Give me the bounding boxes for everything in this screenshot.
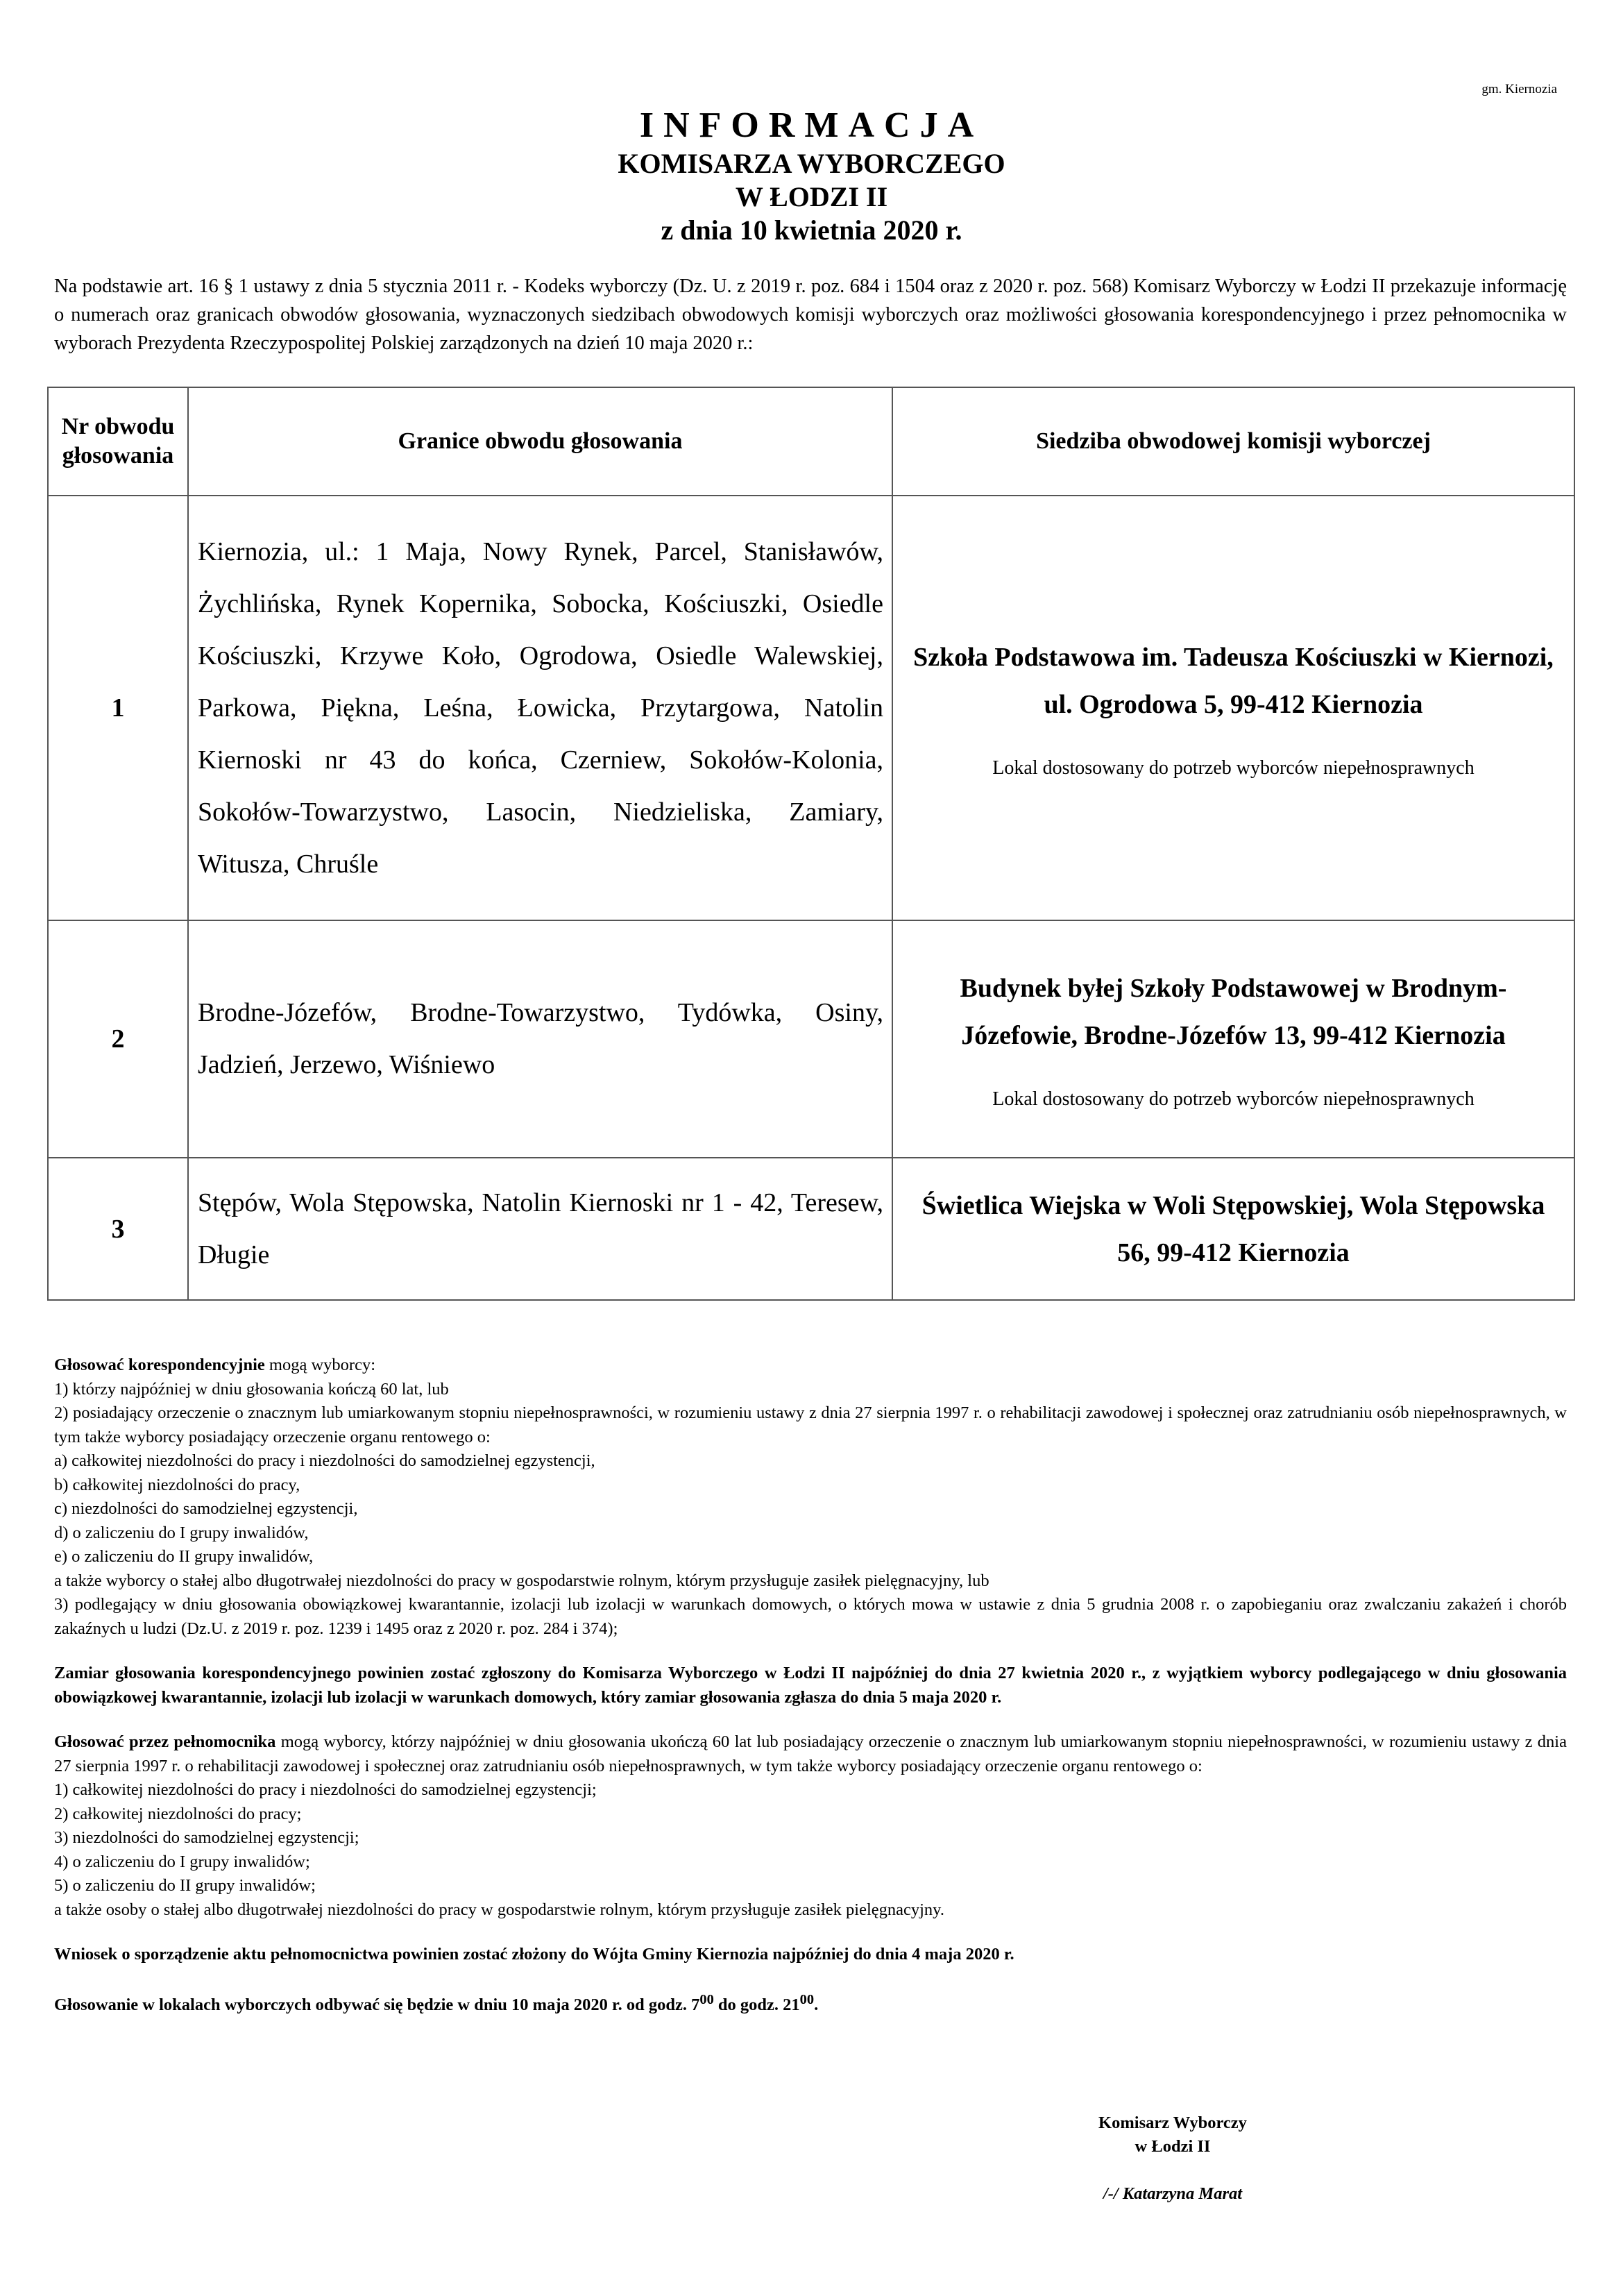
hours-end-minutes: 00: [799, 1991, 815, 2007]
commission-seat: [892, 496, 1574, 920]
proxy-deadline: [54, 1943, 1567, 1967]
voting-hours-text: Głosowanie w lokalach wyborczych odbywać się będzie w dniu 10 maja 2020 r. od godz. 7: [54, 1995, 700, 2014]
list-item: 4) o zaliczeniu do I grupy inwalidów;: [54, 1852, 310, 1871]
document-date: z dnia 10 kwietnia 2020 r.: [661, 214, 962, 246]
correspondence-intro: [54, 1353, 1567, 1378]
table-row: [48, 920, 1574, 1158]
correspondence-heading-rest: mogą wyborcy:: [264, 1356, 375, 1374]
hours-start-minutes: 00: [699, 1991, 714, 2007]
district-number: 1: [48, 496, 188, 920]
voting-hours-mid: do godz. 21: [713, 1995, 800, 2014]
district-number: 2: [48, 920, 188, 1158]
district-number: 3: [48, 1158, 188, 1300]
list-item: 1) całkowitej niezdolności do pracy i niezdolności do samodzielnej egzystencji;: [54, 1780, 597, 1799]
correspondence-heading: Głosować korespondencyjnie: [54, 1356, 265, 1374]
header-nr-line1: Nr obwodu: [61, 414, 175, 439]
issuer-line: KOMISARZA WYBORCZEGO: [618, 148, 1005, 179]
list-item: 2) całkowitej niezdolności do pracy;: [54, 1804, 302, 1823]
list-item: 2) posiadający orzeczenie o znacznym lub umiarkowanym stopniu niepełnosprawności, w rozumieniu ustawy z dnia 27 sierpnia 1997 r. o rehabilitacji zawodowej i społecznej oraz zatrudnianiu osób niepełnosprawnych, w tym także wyborcy posiadający orzeczenie organu rentowego o:: [54, 1403, 1567, 1446]
proxy-heading: Głosować przez pełnomocnika: [54, 1732, 276, 1751]
header-district-number: [48, 387, 188, 496]
signatory-location: w Łodzi II: [1135, 2137, 1211, 2156]
proxy-heading-rest: mogą wyborcy, którzy najpóźniej w dniu głosowania ukończą 60 lat lub posiadający orzeczenie o znacznym lub umiarkowanym stopniu niepełnosprawności, w rozumieniu ustawy z dnia 27 sierpnia 1997 r. o rehabilitacji zawodowej i społecznej oraz zatrudnianiu osób niepełnosprawnych, w tym także wyborcy posiadający orzeczenie organu rentowego o:: [54, 1732, 1567, 1775]
list-item: d) o zaliczeniu do I grupy inwalidów,: [54, 1523, 309, 1542]
list-item: 3) podlegający w dniu głosowania obowiązkowej kwarantannie, izolacji lub izolacji w warunkach domowych, o których mowa w ustawie z dnia 5 grudnia 2008 r. o zapobieganiu oraz zwalczaniu zakażeń i chorób zakaźnych u ludzi (Dz.U. z 2019 r. poz. 1239 i 1495 oraz z 2020 r. poz. 284 i 374);: [54, 1595, 1567, 1638]
document-header: [0, 104, 1623, 247]
voting-hours: [54, 1988, 1567, 2018]
voting-hours-end: .: [814, 1995, 819, 2014]
commission-seat: [892, 1158, 1574, 1300]
seat-address: Budynek byłej Szkoły Podstawowej w Brodnym-Józefowie, Brodne-Józefów 13, 99-412 Kiernozia: [960, 974, 1507, 1050]
voting-rules: [54, 1353, 1567, 2017]
correspondence-deadline-text: Zamiar głosowania korespondencyjnego powinien zostać zgłoszony do Komisarza Wyborczego w Łodzi II najpóźniej do dnia 27 kwietnia 2020 r., z wyjątkiem wyborcy podlegającego w dniu głosowania obowiązkowej kwarantannie, izolacji lub izolacji w warunkach domowych, który zamiar głosowania zgłasza do dnia 5 maja 2020 r.: [54, 1664, 1567, 1707]
list-item: 5) o zaliczeniu do II grupy inwalidów;: [54, 1876, 316, 1895]
list-item: b) całkowitej niezdolności do pracy,: [54, 1475, 300, 1494]
signatory-title: Komisarz Wyborczy: [1098, 2113, 1247, 2132]
municipality-label: gm. Kiernozia: [1481, 82, 1557, 96]
table-header-row: [48, 387, 1574, 496]
issuer-location: W ŁODZI II: [735, 181, 888, 212]
header-commission-seat: Siedziba obwodowej komisji wyborczej: [892, 387, 1574, 496]
list-item: c) niezdolności do samodzielnej egzystencji,: [54, 1499, 358, 1518]
intro-paragraph: Na podstawie art. 16 § 1 ustawy z dnia 5 stycznia 2011 r. - Kodeks wyborczy (Dz. U. z 2019 r. poz. 684 i 1504 oraz z 2020 r. poz. 568) Komisarz Wyborczy w Łodzi II przekazuje informację o numerach oraz granicach obwodów głosowania, wyznaczonych siedzibach obwodowych komisji wyborczych oraz możliwości głosowania korespondencyjnego i przez pełnomocnika w wyborach Prezydenta Rzeczypospolitej Polskiej zarządzonych na dzień 10 maja 2020 r.:: [54, 276, 1567, 354]
list-item: e) o zaliczeniu do II grupy inwalidów,: [54, 1547, 314, 1566]
seat-address: Szkoła Podstawowa im. Tadeusza Kościuszki w Kiernozi, ul. Ogrodowa 5, 99-412 Kiernozia: [913, 643, 1554, 719]
list-item: 1) którzy najpóźniej w dniu głosowania kończą 60 lat, lub: [54, 1379, 449, 1399]
header-nr-line2: głosowania: [62, 443, 174, 469]
list-item: 3) niezdolności do samodzielnej egzystencji;: [54, 1828, 359, 1847]
seat-address: Świetlica Wiejska w Woli Stępowskiej, Wola Stępowska 56, 99-412 Kiernozia: [921, 1190, 1545, 1267]
header-district-bounds: Granice obwodu głosowania: [188, 387, 892, 496]
list-item: a) całkowitej niezdolności do pracy i niezdolności do samodzielnej egzystencji,: [54, 1451, 595, 1470]
table-row: [48, 496, 1574, 920]
commission-seat: [892, 920, 1574, 1158]
proxy-intro: [54, 1730, 1567, 1778]
proxy-deadline-text: Wniosek o sporządzenie aktu pełnomocnictwa powinien zostać złożony do Wójta Gminy Kiernozia najpóźniej do dnia 4 maja 2020 r.: [54, 1945, 1014, 1964]
document-title: INFORMACJA: [639, 105, 984, 145]
table-row: [48, 1158, 1574, 1300]
accessibility-note: Lokal dostosowany do potrzeb wyborców niepełnosprawnych: [992, 1088, 1475, 1110]
correspondence-deadline: [54, 1662, 1567, 1710]
district-bounds: Brodne-Józefów, Brodne-Towarzystwo, Tydówka, Osiny, Jadzień, Jerzewo, Wiśniewo: [188, 920, 892, 1158]
list-item: a także osoby o stałej albo długotrwałej niezdolności do pracy w gospodarstwie rolnym, którym przysługuje zasiłek pielęgnacyjny.: [54, 1900, 944, 1919]
signatory-name: /-/ Katarzyna Marat: [1103, 2184, 1243, 2203]
list-item: a także wyborcy o stałej albo długotrwałej niezdolności do pracy w gospodarstwie rolnym, którym przysługuje zasiłek pielęgnacyjny, lub: [54, 1571, 989, 1590]
district-bounds: Stępów, Wola Stępowska, Natolin Kiernoski nr 1 - 42, Teresew, Długie: [188, 1158, 892, 1300]
district-bounds: Kiernozia, ul.: 1 Maja, Nowy Rynek, Parcel, Stanisławów, Żychlińska, Rynek Kopernika, Sobocka, Kościuszki, Osiedle Kościuszki, Krzywe Koło, Ogrodowa, Osiedle Walewskiej, Parkowa, Piękna, Leśna, Łowicka, Przytargowa, Natolin Kiernoski nr 43 do końca, Czerniew, Sokołów-Kolonia, Sokołów-Towarzystwo, Lasocin, Niedzieliska, Zamiary, Witusza, Chruśle: [188, 496, 892, 920]
accessibility-note: Lokal dostosowany do potrzeb wyborców niepełnosprawnych: [992, 757, 1475, 779]
voting-districts-table: [47, 387, 1575, 1301]
signature-block: [1027, 2111, 1318, 2206]
